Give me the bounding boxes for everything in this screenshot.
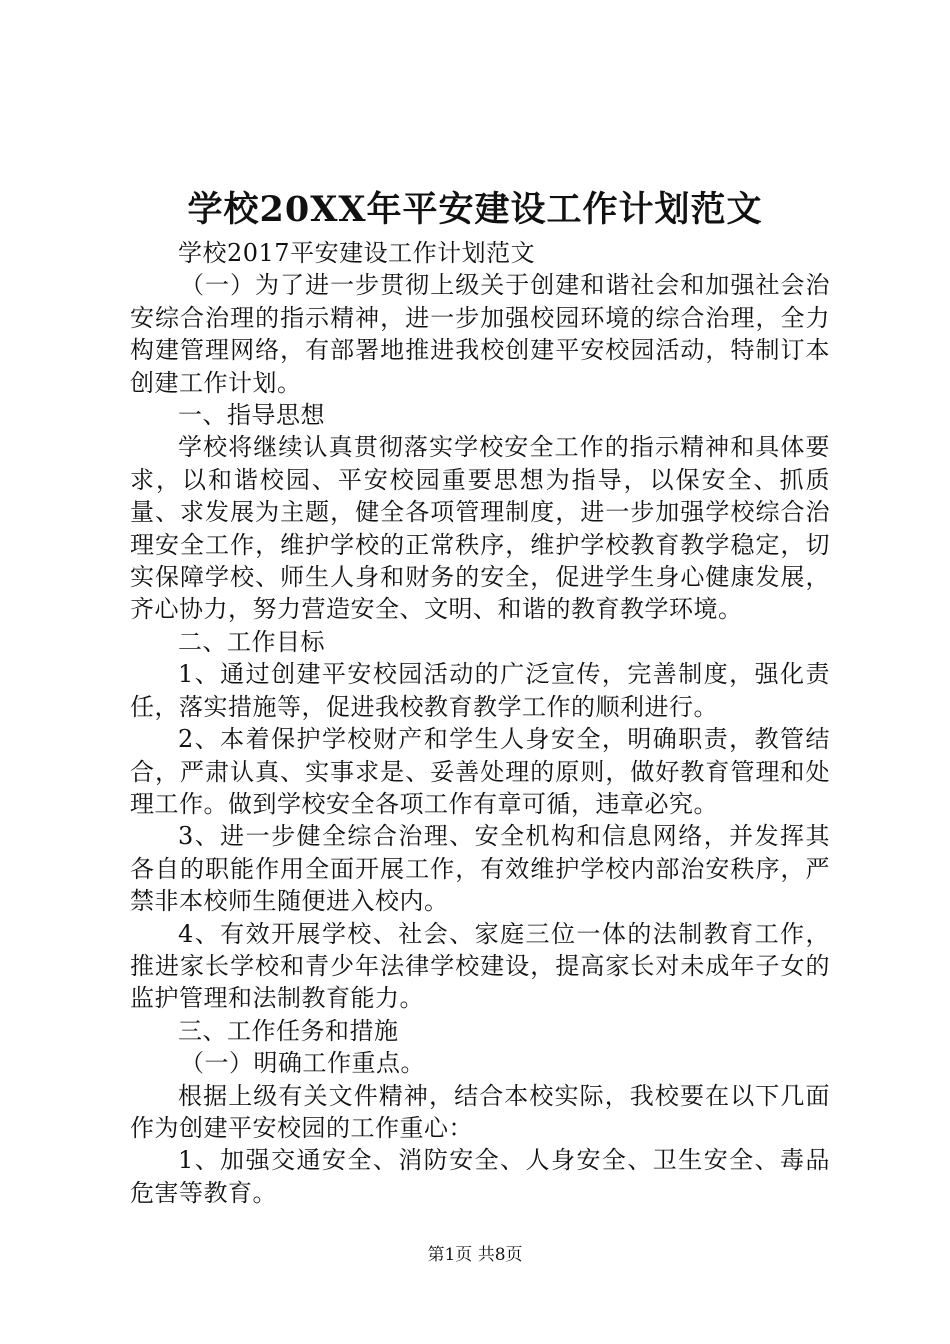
section-heading-1: 一、指导思想 xyxy=(178,401,325,430)
section-heading-2: 二、工作目标 xyxy=(178,627,325,656)
goal-item-3: 3、进一步健全综合治理、安全机构和信息网络，并发挥其各自的职能作用全面开展工作，有效维护学校内部治安秩序，严禁非本校师生随便进入校内。 xyxy=(130,822,830,916)
section-heading-3: 三、工作任务和措施 xyxy=(178,1016,399,1045)
document-title: 学校20XX年平安建设工作计划范文 xyxy=(187,189,763,230)
goal-item-4: 4、有效开展学校、社会、家庭三位一体的法制教育工作，推进家长学校和青少年法律学校建设，提高家长对未成年子女的监护管理和法制教育能力。 xyxy=(130,919,830,1013)
goal-item-2: 2、本着保护学校财产和学生人身安全，明确职责，教管结合，严肃认真、实事求是、妥善处理的原则，做好教育管理和处理工作。做到学校安全各项工作有章可循，违章必究。 xyxy=(130,725,830,818)
intro-paragraph: （一）为了进一步贯彻上级关于创建和谐社会和加强社会治安综合治理的指示精神，进一步加强校园环境的综合治理，全力构建管理网络，有部署地推进我校创建平安校园活动，特制订本创建工作计划。 xyxy=(130,271,830,397)
guiding-thought-paragraph: 学校将继续认真贯彻落实学校安全工作的指示精神和具体要求，以和谐校园、平安校园重要思想为指导，以保安全、抓质量、求发展为主题，健全各项管理制度，进一步加强学校综合治理安全工作，维护学校的正常秩序，维护学校教育教学稳定，切实保障学校、师生人身和财务的安全，促进学生身心健康发展，齐心协力，努力营造安全、文明、和谐的教育教学环境。 xyxy=(130,433,830,624)
document-body xyxy=(130,237,830,1209)
subtitle-paragraph: 学校2017平安建设工作计划范文 xyxy=(178,239,536,267)
focus-paragraph: 根据上级有关文件精神，结合本校实际，我校要在以下几面作为创建平安校园的工作重心： xyxy=(130,1081,830,1142)
subsection-heading-1: （一）明确工作重点。 xyxy=(180,1049,425,1078)
goal-item-1: 1、通过创建平安校园活动的广泛宣传，完善制度，强化责任，落实措施等，促进我校教育教学工作的顺利进行。 xyxy=(130,660,830,721)
task-item-1: 1、加强交通安全、消防安全、人身安全、卫生安全、毒品危害等教育。 xyxy=(130,1146,830,1207)
page-number-footer: 第1页 共8页 xyxy=(427,1245,523,1265)
